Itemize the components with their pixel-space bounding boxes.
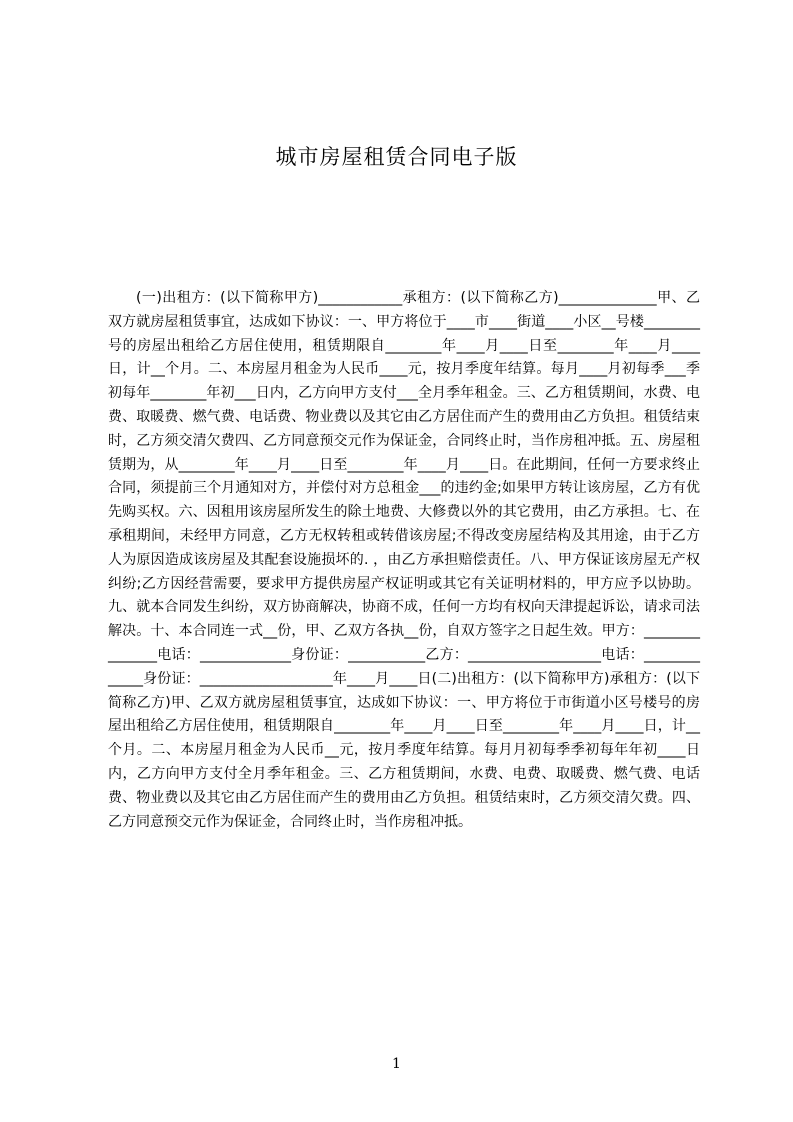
document-title: 城市房屋租赁合同电子版 [275,145,518,169]
page-number: 1 [392,1056,401,1072]
contract-body-text: (一)出租方：(以下简称甲方)____________承租方：(以下简称乙方)______________甲、乙双方就房屋租赁事宜，达成如下协议：一、甲方将位于____市____街道____小区__号楼________号的房屋出租给乙方居住使用，租赁期限自________年____月____日至________年____月____日，计__个月。二、本房屋月租金为人民币____元，按月季度年结算。每月____月初每季___季初每年________年初___日内，乙方向甲方支付___全月季年租金。三、乙方租赁期间，水费、电费、取暖费、燃气费、电话费、物业费以及其它由乙方居住而产生的费用由乙方负担。租赁结束时，乙方须交清欠费四、乙方同意预交元作为保证金，合同终止时，当作房租冲抵。五、房屋租赁期为，从________年____月____日至________年____月____日。在此期间，任何一方要求终止合同，须提前三个月通知对方，并偿付对方总租金___的违约金;如果甲方转让该房屋，乙方有优先购买权。六、因租用该房屋所发生的除土地费、大修费以外的其它费用，由乙方承担。七、在承租期间，未经甲方同意，乙方无权转租或转借该房屋;不得改变房屋结构及其用途，由于乙方人为原因造成该房屋及其配套设施损坏的. ，由乙方承担赔偿责任。八、甲方保证该房屋无产权纠纷;乙方因经营需要，要求甲方提供房屋产权证明或其它有关证明材料的，甲方应予以协助。九、就本合同发生纠纷，双方协商解决，协商不成，任何一方均有权向天津提起诉讼，请求司法解决。十、本合同连一式__份，甲、乙双方各执__份，自双方签字之日起生效。甲方：_______________电话：_____________身份证：___________乙方：___________________电话：_____________身份证：___________________年____月____日(二)出租方：(以下简称甲方)承租方：(以下简称乙方)甲、乙双方就房屋租赁事宜，达成如下协议：一、甲方将位于市街道小区号楼号的房屋出租给乙方居住使用，租赁期限自________年____月____日至________年____月____日，计__个月。二、本房屋月租金为人民币__元，按月季度年结算。每月月初每季季初每年年初____日内，乙方向甲方支付全月季年租金。三、乙方租赁期间，水费、电费、取暖费、燃气费、电话费、物业费以及其它由乙方居住而产生的费用由乙方负担。租赁结束时，乙方须交清欠费。四、乙方同意预交元作为保证金，合同终止时，当作房租冲抵。 [108,290,700,830]
